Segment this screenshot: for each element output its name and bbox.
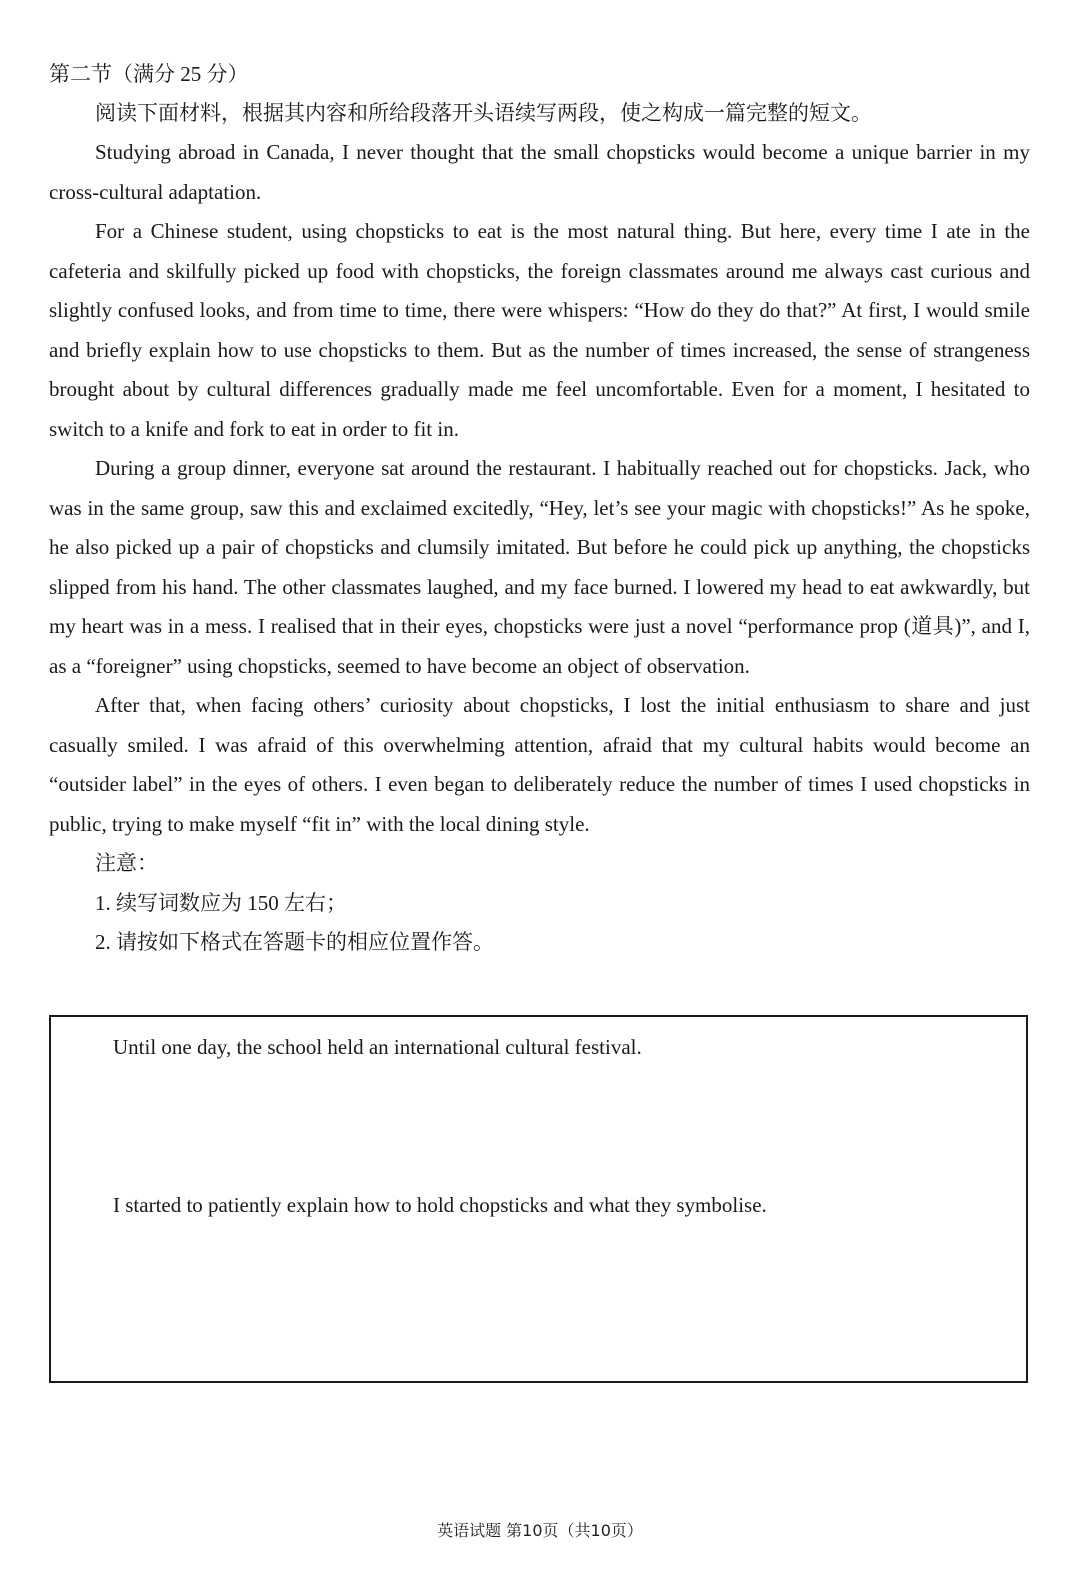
passage-paragraph-2: For a Chinese student, using chopsticks to eat is the most natural thing. But here, every time I ate in the cafeteria and skilfully picked up food with chopsticks, the foreign classmates around me always cast curious and slightly confused looks, and from time to time, there were whispers: “How do they do that?” At first, I would smile and briefly explain how to use chopsticks to them. But as the number of times increased, the sense of strangeness brought about by cultural differences gradually made me feel uncomfortable. Even for a moment, I hesitated to switch to a knife and fork to eat in order to fit in. xyxy=(49,219,1030,441)
paragraph-opener-2: I started to patiently explain how to hold chopsticks and what they symbolise. xyxy=(113,1193,767,1217)
exam-page-content xyxy=(49,55,1030,963)
notes-section xyxy=(49,844,1030,963)
note-item-2: 2. 请按如下格式在答题卡的相应位置作答。 xyxy=(95,930,494,954)
section-instruction: 阅读下面材料，根据其内容和所给段落开头语续写两段，使之构成一篇完整的短文。 xyxy=(95,101,872,125)
passage-paragraph-1: Studying abroad in Canada, I never thought that the small chopsticks would become a unique barrier in my cross-cultural adaptation. xyxy=(49,140,1030,204)
answer-box[interactable] xyxy=(49,1015,1028,1383)
paragraph-opener-1: Until one day, the school held an international cultural festival. xyxy=(113,1035,642,1059)
page-footer: 英语试题 第10页（共10页） xyxy=(437,1521,643,1540)
section-title: 第二节（满分 25 分） xyxy=(49,62,249,86)
reading-passage xyxy=(49,133,1030,844)
passage-paragraph-3: During a group dinner, everyone sat around the restaurant. I habitually reached out for chopsticks. Jack, who was in the same group, saw this and exclaimed excitedly, “Hey, let’s see your magic with chopsticks!” As he spoke, he also picked up a pair of chopsticks and clumsily imitated. But before he could pick up anything, the chopsticks slipped from his hand. The other classmates laughed, and my face burned. I lowered my head to eat awkwardly, but my heart was in a mess. I realised that in their eyes, chopsticks were just a novel “performance prop (道具)”, and I, as a “foreigner” using chopsticks, seemed to have become an object of observation. xyxy=(49,456,1030,678)
notes-heading: 注意： xyxy=(95,851,158,875)
passage-paragraph-4: After that, when facing others’ curiosity about chopsticks, I lost the initial enthusiasm to share and just casually smiled. I was afraid of this overwhelming attention, afraid that my cultural habits would become an “outsider label” in the eyes of others. I even began to deliberately reduce the number of times I used chopsticks in public, trying to make myself “fit in” with the local dining style. xyxy=(49,693,1030,836)
note-item-1: 1. 续写词数应为 150 左右； xyxy=(95,890,347,915)
